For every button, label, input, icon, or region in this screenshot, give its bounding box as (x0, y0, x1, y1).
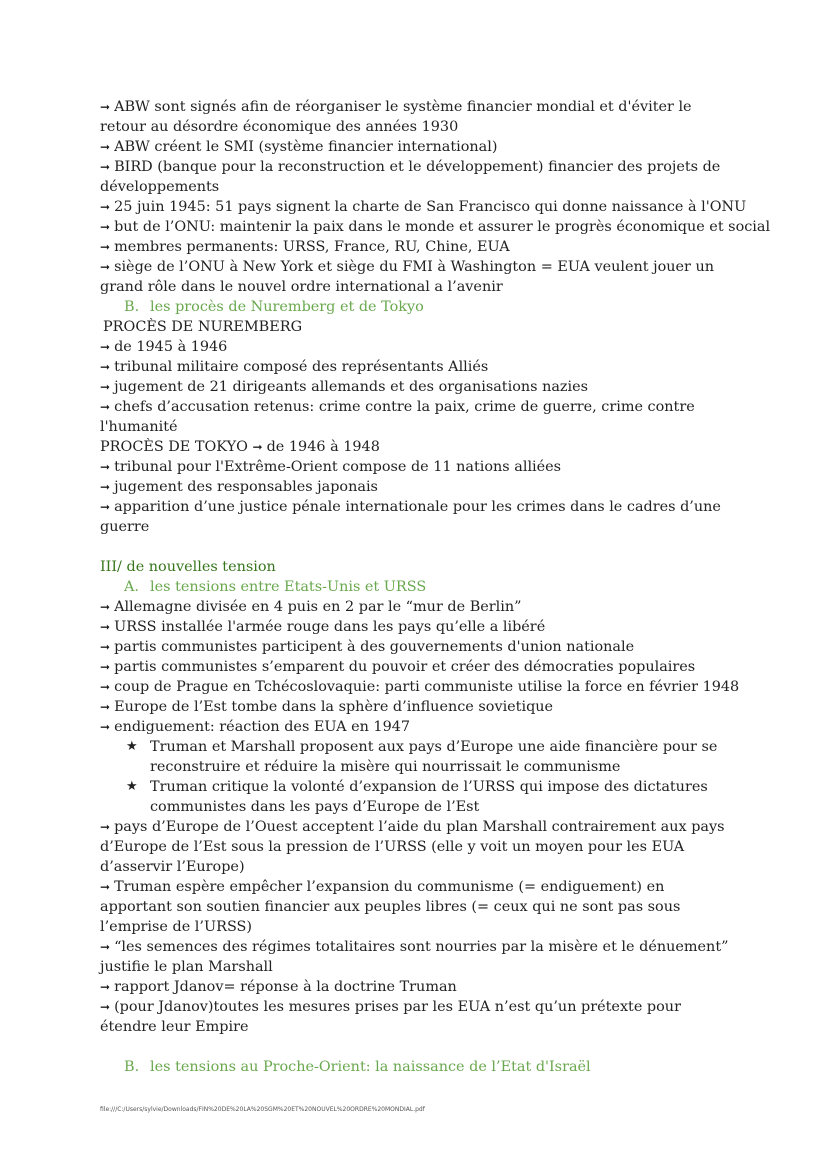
arrow-icon: ➞ (100, 680, 111, 694)
list-item: ➞ coup de Prague en Tchécoslovaquie: parti communiste utilise la force en février 1948 (100, 679, 740, 695)
list-item: ➞ partis communistes s’emparent du pouvoir et créer des démocraties populaires (100, 659, 696, 675)
arrow-icon: ➞ (100, 660, 111, 674)
list-item: ➞ rapport Jdanov= réponse à la doctrine Truman (100, 979, 457, 995)
star-icon: ★ (126, 779, 138, 794)
arrow-icon: ➞ (100, 1000, 111, 1014)
list-item: ➞ chefs d’accusation retenus: crime contre la paix, crime de guerre, crime contre l'humanité (100, 399, 695, 435)
list-item: ➞ jugement de 21 dirigeants allemands et des organisations nazies (100, 379, 589, 395)
arrow-icon: ➞ (100, 700, 111, 714)
arrow-icon: ➞ (100, 820, 111, 834)
arrow-icon: ➞ (100, 460, 111, 474)
list-item: ➞ “les semences des régimes totalitaires sont nourries par la misère et le dénuement” justifie le plan Marshall (100, 939, 729, 975)
arrow-icon: ➞ (100, 100, 111, 114)
spacer (100, 1037, 740, 1057)
arrow-icon: ➞ (100, 480, 111, 494)
arrow-icon: ➞ (100, 620, 111, 634)
arrow-icon: ➞ (100, 220, 111, 234)
paragraph-seats: ➞ siège de l’ONU à New York et siège du FMI à Washington = EUA veulent jouer un grand rôle dans le nouvel ordre international a l’avenir (100, 259, 715, 295)
list-item: ➞ tribunal pour l'Extrême-Orient compose de 11 nations alliées (100, 459, 562, 475)
arrow-icon: ➞ (100, 260, 111, 274)
list-item: ➞ de 1945 à 1946 (100, 339, 228, 355)
arrow-icon: ➞ (100, 340, 111, 354)
paragraph-members: ➞ membres permanents: URSS, France, RU, Chine, EUA (100, 239, 510, 255)
paragraph-bird: ➞ BIRD (banque pour la reconstruction et le développement) financier des projets de développements (100, 159, 721, 195)
star-icon: ★ (126, 739, 138, 754)
list-item: ➞ jugement des responsables japonais (100, 479, 378, 495)
arrow-icon: ➞ (100, 640, 111, 654)
arrow-icon: ➞ (100, 360, 111, 374)
paragraph-abw: ➞ ABW sont signés afin de réorganiser le système financier mondial et d'éviter le retour au désordre économique des années 1930 (100, 99, 692, 135)
list-item: ➞ apparition d’une justice pénale internationale pour les crimes dans le cadres d’une guerre (100, 499, 721, 535)
arrow-icon: ➞ (100, 240, 111, 254)
subsection-heading-proche-orient: B. les tensions au Proche-Orient: la naissance de l’Etat d'Israël (124, 1059, 591, 1075)
list-item: ➞ Truman espère empêcher l’expansion du communisme (= endiguement) en apportant son soutien financier aux peuples libres (= ceux qui ne sont pas sous l’emprise de l’URSS) (100, 879, 681, 935)
paragraph-onu-charter: ➞ 25 juin 1945: 51 pays signent la charte de San Francisco qui donne naissance à l'ONU (100, 199, 747, 215)
star-bullet-item: ★ Truman et Marshall proposent aux pays d’Europe une aide financière pour se reconstruire et réduire la misère qui nourrissait le communisme (126, 739, 718, 775)
arrow-icon: ➞ (100, 980, 111, 994)
arrow-icon: ➞ (100, 500, 111, 514)
star-bullet-item: ★ Truman critique la volonté d’expansion de l’URSS qui impose des dictatures communistes dans les pays d’Europe de l’Est (126, 779, 708, 815)
list-item: ➞ pays d’Europe de l’Ouest acceptent l’aide du plan Marshall contrairement aux pays d’Europe de l’Est sous la pression de l’URSS (elle y voit un moyen pour les EUA d’asservir l’Europe) (100, 819, 725, 875)
arrow-icon: ➞ (100, 880, 111, 894)
document-page (100, 97, 771, 1077)
arrow-icon: ➞ (100, 600, 111, 614)
section-heading-trials: B. les procès de Nuremberg et de Tokyo (124, 299, 424, 315)
subsection-heading-usa-urss: A. les tensions entre Etats-Unis et URSS (124, 579, 427, 595)
list-item: ➞ URSS installée l'armée rouge dans les pays qu’elle a libéré (100, 619, 546, 635)
list-item: ➞ partis communistes participent à des gouvernements d'union nationale (100, 639, 635, 655)
arrow-icon: ➞ (100, 380, 111, 394)
paragraph-onu-goal: ➞ but de l’ONU: maintenir la paix dans le monde et assurer le progrès économique et social (100, 219, 771, 235)
list-item: ➞ Allemagne divisée en 4 puis en 2 par le “mur de Berlin” (100, 599, 522, 615)
file-path-footer: file:///C:/Users/sylvie/Downloads/FIN%20DE%20LA%20SGM%20ET%20NOUVEL%20ORDRE%20MONDIAL.pdf (100, 1106, 425, 1113)
arrow-icon: ➞ (100, 720, 111, 734)
tokyo-title: PROCÈS DE TOKYO ➞ de 1946 à 1948 (100, 439, 380, 455)
arrow-icon: ➞ (100, 140, 111, 154)
section-heading-tensions: III/ de nouvelles tension (100, 559, 276, 575)
list-item: ➞ endiguement: réaction des EUA en 1947 (100, 719, 411, 735)
list-item: ➞ tribunal militaire composé des représentants Alliés (100, 359, 489, 375)
arrow-icon: ➞ (100, 400, 111, 414)
arrow-icon: ➞ (100, 200, 111, 214)
arrow-icon: ➞ (100, 940, 111, 954)
list-item: ➞ Europe de l’Est tombe dans la sphère d’influence sovietique (100, 699, 554, 715)
list-item: ➞ (pour Jdanov)toutes les mesures prises par les EUA n’est qu’un prétexte pour étendre leur Empire (100, 999, 681, 1035)
nuremberg-title: PROCÈS DE NUREMBERG (103, 319, 303, 335)
arrow-icon: ➞ (100, 160, 111, 174)
arrow-icon: ➞ (252, 440, 263, 454)
paragraph-smi: ➞ ABW créent le SMI (système financier international) (100, 139, 498, 155)
